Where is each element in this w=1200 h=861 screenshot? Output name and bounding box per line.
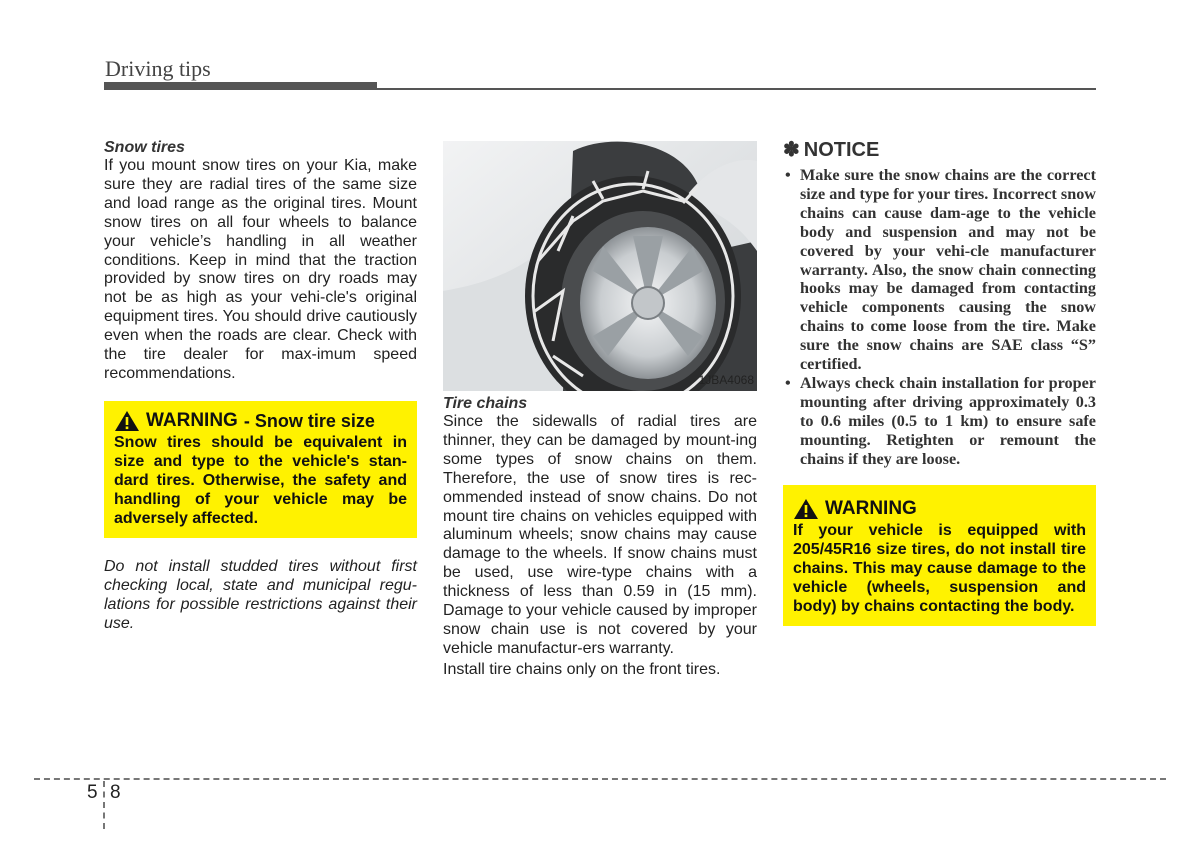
warning-title: WARNING bbox=[146, 409, 238, 431]
warning-triangle-icon bbox=[793, 498, 819, 520]
notice-item: • Make sure the snow chains are the correct size and type for your tires. Incorrect snow chains can cause dam-age to the vehicle body and suspension and may not be covered by your vehi-cle manufacturer warranty. Also, the snow chain connecting hooks may be damaged from contacting vehicle components causing the snow chains to come loose from the tire. Make sure the snow chains are SAE class “S” certified. bbox=[785, 166, 1096, 374]
warning-body: Snow tires should be equivalent in size and type to the vehicle's stan-dard tires. Otherwise, the safety and handling of your vehicle may be adversely affected. bbox=[114, 433, 407, 527]
page-number: 8 bbox=[110, 782, 121, 803]
warning-triangle-icon bbox=[114, 410, 140, 432]
tire-with-chains-image bbox=[443, 141, 757, 391]
warning-title: WARNING bbox=[825, 497, 917, 519]
column-left bbox=[104, 138, 417, 634]
notice-item: • Always check chain installation for proper mounting after driving approximately 0.3 to 0.6 miles (0.5 to 1 km) to ensure safe mounting. Retighten or remount the chains if they are loose. bbox=[785, 373, 1096, 468]
header-rule-thin bbox=[377, 88, 1096, 90]
warning-subtitle: - Snow tire size bbox=[243, 410, 375, 431]
studded-tires-note: Do not install studded tires without first checking local, state and municipal regu-lations for possible restrictions against their use. bbox=[104, 557, 417, 632]
footer-dashed-divider bbox=[103, 781, 105, 829]
column-middle bbox=[443, 141, 757, 680]
notice-star-icon: ✽ bbox=[783, 139, 800, 161]
front-tires-note: Install tire chains only on the front tires. bbox=[443, 660, 721, 678]
snow-tires-heading: Snow tires bbox=[104, 139, 185, 156]
snow-tires-body: If you mount snow tires on your Kia, make sure they are radial tires of the same size and load range as the original tires. Mount snow tires on all four wheels to balance your vehicle’s handling in all weather conditions. Keep in mind that the traction provided by snow tires on dry roads may not be as high as your vehi-cle's original equipment tires. You should drive cautiously even when the roads are clear. Check with the tire dealer for max-imum speed recommendations. bbox=[104, 157, 417, 382]
snow-tire-warning-box bbox=[104, 401, 417, 538]
tire-chains-heading: Tire chains bbox=[443, 395, 528, 412]
tire-chains-body: Since the sidewalls of radial tires are thinner, they can be damaged by mount-ing some types of snow chains on them. Therefore, the use of snow tires is rec-ommended instead of snow chains. Do not mount tire chains on vehicles equipped with aluminum wheels; snow chains may cause damage to the wheels. If snow chains must be used, use wire-type chains with a thickness of less than 0.59 in (15 mm). Damage to your vehicle caused by improper snow chain use is not covered by your vehicle manufactur-ers warranty. bbox=[443, 413, 757, 657]
header-title: Driving tips bbox=[105, 56, 211, 81]
footer-dashed-rule bbox=[34, 778, 1166, 780]
header-rule-thick bbox=[104, 82, 377, 90]
section-number: 5 bbox=[87, 782, 98, 803]
tire-chain-warning-box bbox=[783, 485, 1096, 626]
figure-code-label: 1JBA4068 bbox=[698, 373, 754, 387]
notice-title: NOTICE bbox=[803, 139, 880, 161]
warning-body: If your vehicle is equipped with 205/45R16 size tires, do not install tire chains. This may cause damage to the vehicle (wheels, suspension and body) by chains contacting the body. bbox=[793, 521, 1086, 615]
column-right bbox=[783, 138, 1096, 626]
notice-list bbox=[783, 166, 1096, 469]
notice-heading bbox=[783, 138, 1096, 162]
snow-chain-tire-illustration bbox=[443, 141, 757, 391]
